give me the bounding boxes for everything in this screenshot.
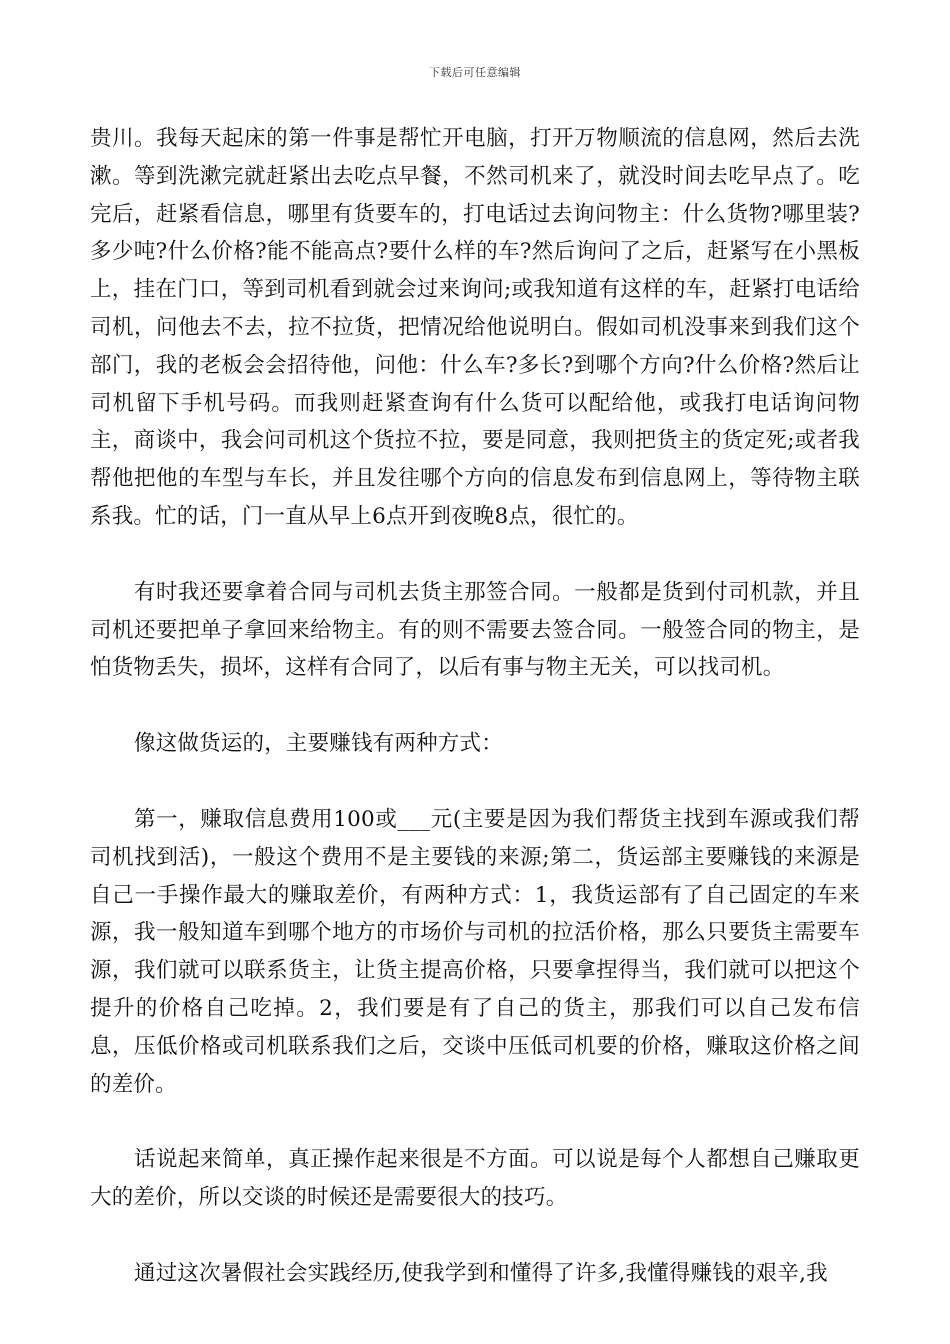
paragraph: 话说起来简单，真正操作起来很是不方面。可以说是每个人都想自己赚取更大的差价，所以交谈的时候还是需要很大的技巧。 xyxy=(90,1147,860,1211)
paragraph: 有时我还要拿着合同与司机去货主那签合同。一般都是货到付司机款，并且司机还要把单子拿回来给物主。有的则不需要去签合同。一般签合同的物主，是怕货物丢失，损坏，这样有合同了，以后有事与物主无关，可以找司机。 xyxy=(90,579,860,681)
paragraph: 像这做货运的，主要赚钱有两种方式： xyxy=(134,731,503,757)
paragraph: 通过这次暑假社会实践经历,使我学到和懂得了许多,我懂得赚钱的艰辛,我 xyxy=(134,1260,828,1286)
page-header: 下载后可任意编辑 xyxy=(429,66,521,79)
paragraph: 第一，赚取信息费用100或___元(主要是因为我们帮货主找到车源或我们帮司机找到活)，一般这个费用不是主要钱的来源;第二，货运部主要赚钱的来源是自己一手操作最大的赚取差价，有两种方式：1，我货运部有了自己固定的车来源，我一般知道车到哪个地方的市场价与司机的拉活价格，那么只要货主需要车源，我们就可以联系货主，让货主提高价格，只要拿捏得当，我们就可以把这个提升的价格自己吃掉。2，我们要是有了自己的货主，那我们可以自己发布信息，压低价格或司机联系我们之后，交谈中压低司机要的价格，赚取这价格之间的差价。 xyxy=(90,806,860,1097)
document-body xyxy=(90,120,860,1293)
paragraph: 贵川。我每天起床的第一件事是帮忙开电脑，打开万物顺流的信息网，然后去洗漱。等到洗漱完就赶紧出去吃点早餐，不然司机来了，就没时间去吃早点了。吃完后，赶紧看信息，哪里有货要车的，打电话过去询问物主：什么货物?哪里装?多少吨?什么价格?能不能高点?要什么样的车?然后询问了之后，赶紧写在小黑板上，挂在门口，等到司机看到就会过来询问;或我知道有这样的车，赶紧打电话给司机，问他去不去，拉不拉货，把情况给他说明白。假如司机没事来到我们这个部门，我的老板会会招待他，问他：什么车?多长?到哪个方向?什么价格?然后让司机留下手机号码。而我则赶紧查询有什么货可以配给他，或我打电话询问物主，商谈中，我会问司机这个货拉不拉，要是同意，我则把货主的货定死;或者我帮他把他的车型与车长，并且发往哪个方向的信息发布到信息网上，等待物主联系我。忙的话，门一直从早上6点开到夜晚8点，很忙的。 xyxy=(90,126,860,529)
